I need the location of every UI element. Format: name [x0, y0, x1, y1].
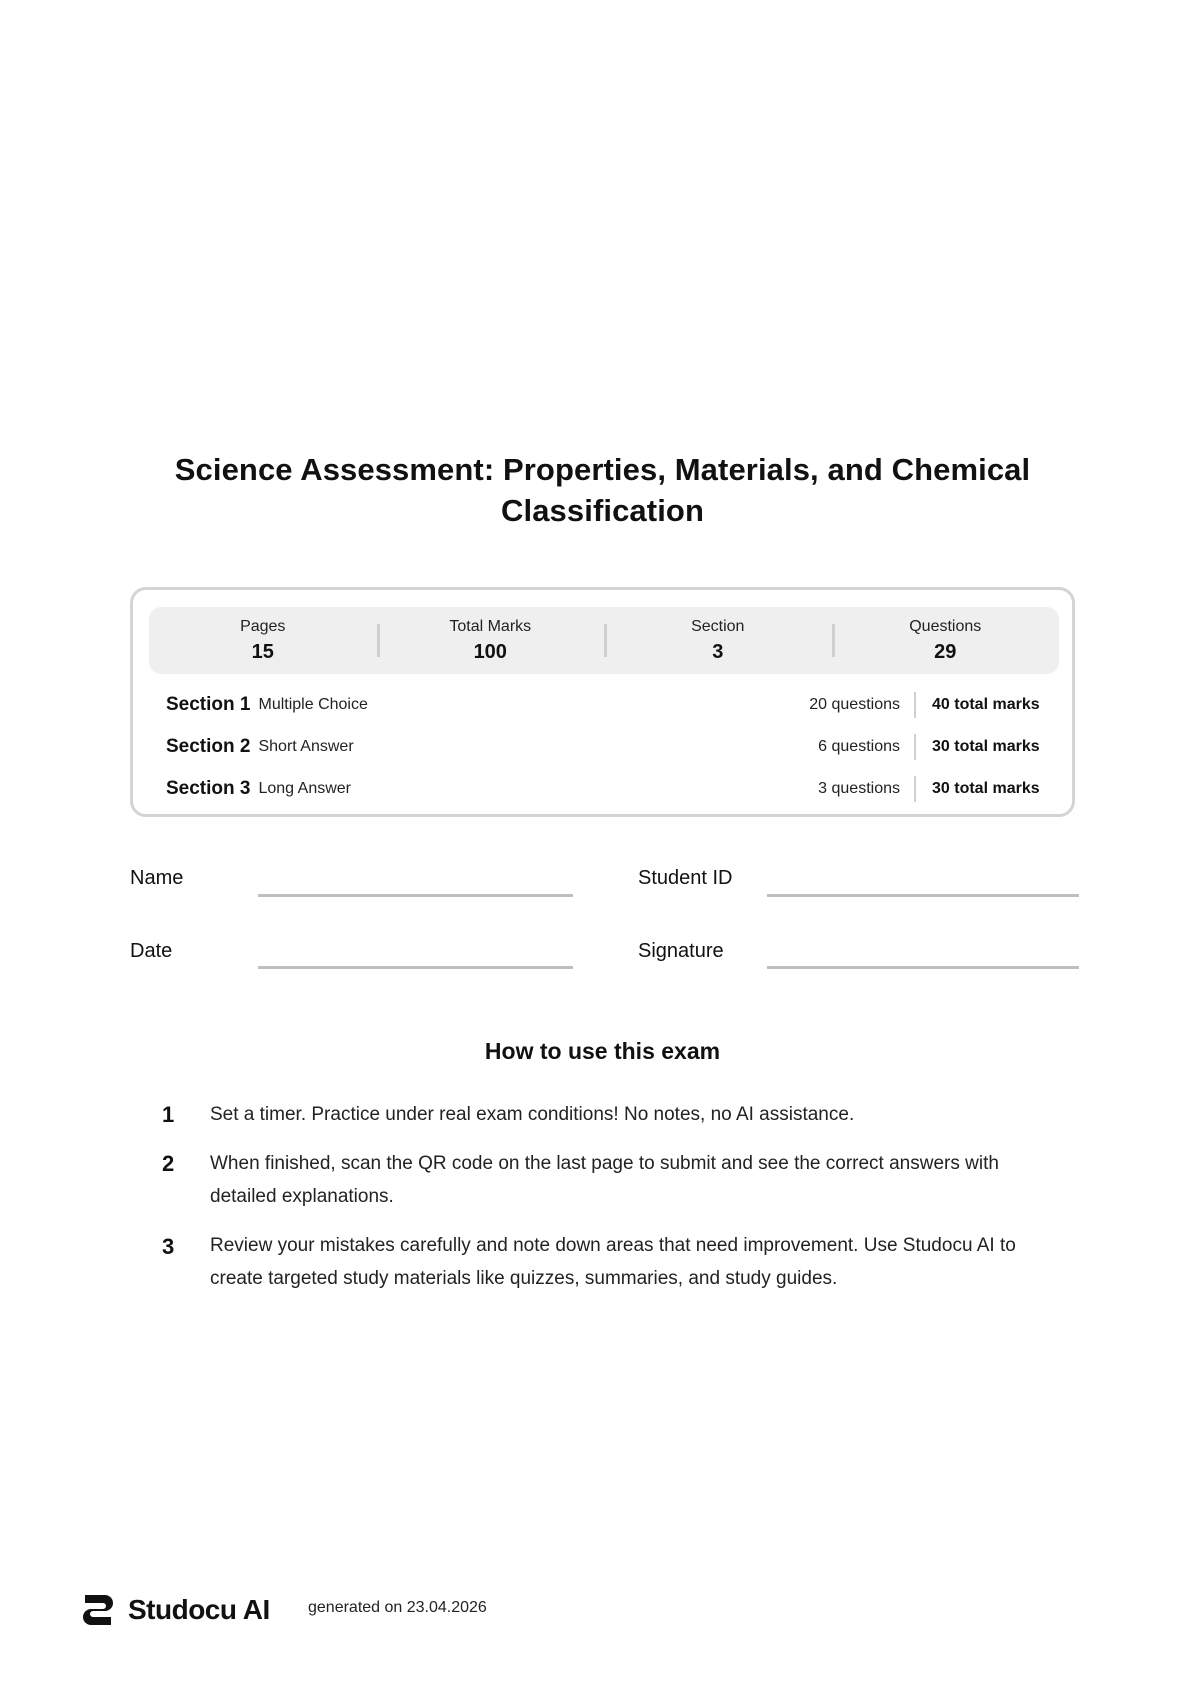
step-number: 1 — [162, 1102, 175, 1127]
section-row-2 — [166, 732, 1046, 762]
stat-questions — [832, 607, 1060, 674]
section-stats — [818, 732, 1046, 762]
stat-value: 15 — [251, 640, 274, 663]
step-text: Review your mistakes carefully and note down areas that need improvement. Use Studocu AI to create targeted study materials like quizzes, summaries, and study guides. — [210, 1235, 1016, 1289]
stat-label: Total Marks — [449, 617, 532, 635]
date-field[interactable] — [258, 966, 573, 969]
divider — [914, 734, 916, 760]
section-row-3 — [166, 774, 1046, 804]
section-stats — [818, 774, 1046, 804]
section-questions: 20 questions — [809, 696, 900, 713]
section-type: Short Answer — [258, 738, 354, 755]
section-type: Multiple Choice — [258, 696, 368, 713]
generated-date: generated on 23.04.2026 — [308, 1599, 487, 1616]
studocu-logo-icon — [79, 1591, 117, 1629]
section-marks: 30 total marks — [932, 780, 1040, 797]
section-questions: 6 questions — [818, 738, 900, 755]
signature-label: Signature — [638, 940, 724, 962]
stat-value: 3 — [712, 640, 724, 663]
name-label: Name — [130, 867, 184, 889]
signature-field[interactable] — [767, 966, 1079, 969]
section-title: Section 3 — [166, 778, 251, 799]
stat-label: Pages — [240, 617, 286, 635]
date-label: Date — [130, 940, 173, 962]
step-number: 3 — [162, 1234, 175, 1259]
stats-bar — [149, 607, 1059, 674]
step-text: Set a timer. Practice under real exam conditions! No notes, no AI assistance. — [210, 1104, 855, 1125]
section-marks: 30 total marks — [932, 738, 1040, 755]
exam-summary-card — [130, 587, 1075, 817]
divider — [914, 692, 916, 718]
stat-value: 29 — [934, 640, 957, 663]
stat-pages — [149, 607, 377, 674]
student-id-field[interactable] — [767, 894, 1079, 897]
step-text: When finished, scan the QR code on the last page to submit and see the correct answers with detailed explanations. — [210, 1153, 999, 1207]
page-title: Science Assessment: Properties, Materials, and Chemical Classification — [174, 452, 1031, 528]
student-id-label: Student ID — [638, 867, 733, 889]
section-title: Section 1 — [166, 694, 251, 715]
stat-label: Questions — [909, 617, 982, 635]
stat-value: 100 — [473, 640, 507, 663]
section-type: Long Answer — [258, 780, 351, 797]
section-row-1 — [166, 690, 1046, 720]
section-stats — [809, 690, 1046, 720]
stat-total-marks — [377, 607, 605, 674]
section-title: Section 2 — [166, 736, 251, 757]
stat-label: Section — [691, 617, 745, 635]
divider — [914, 776, 916, 802]
section-questions: 3 questions — [818, 780, 900, 797]
name-field[interactable] — [258, 894, 573, 897]
step-number: 2 — [162, 1151, 175, 1176]
stat-section — [604, 607, 832, 674]
footer-brand — [79, 1591, 270, 1629]
brand-name: Studocu AI — [128, 1594, 270, 1625]
section-marks: 40 total marks — [932, 696, 1040, 713]
instructions-title: How to use this exam — [484, 1038, 721, 1064]
